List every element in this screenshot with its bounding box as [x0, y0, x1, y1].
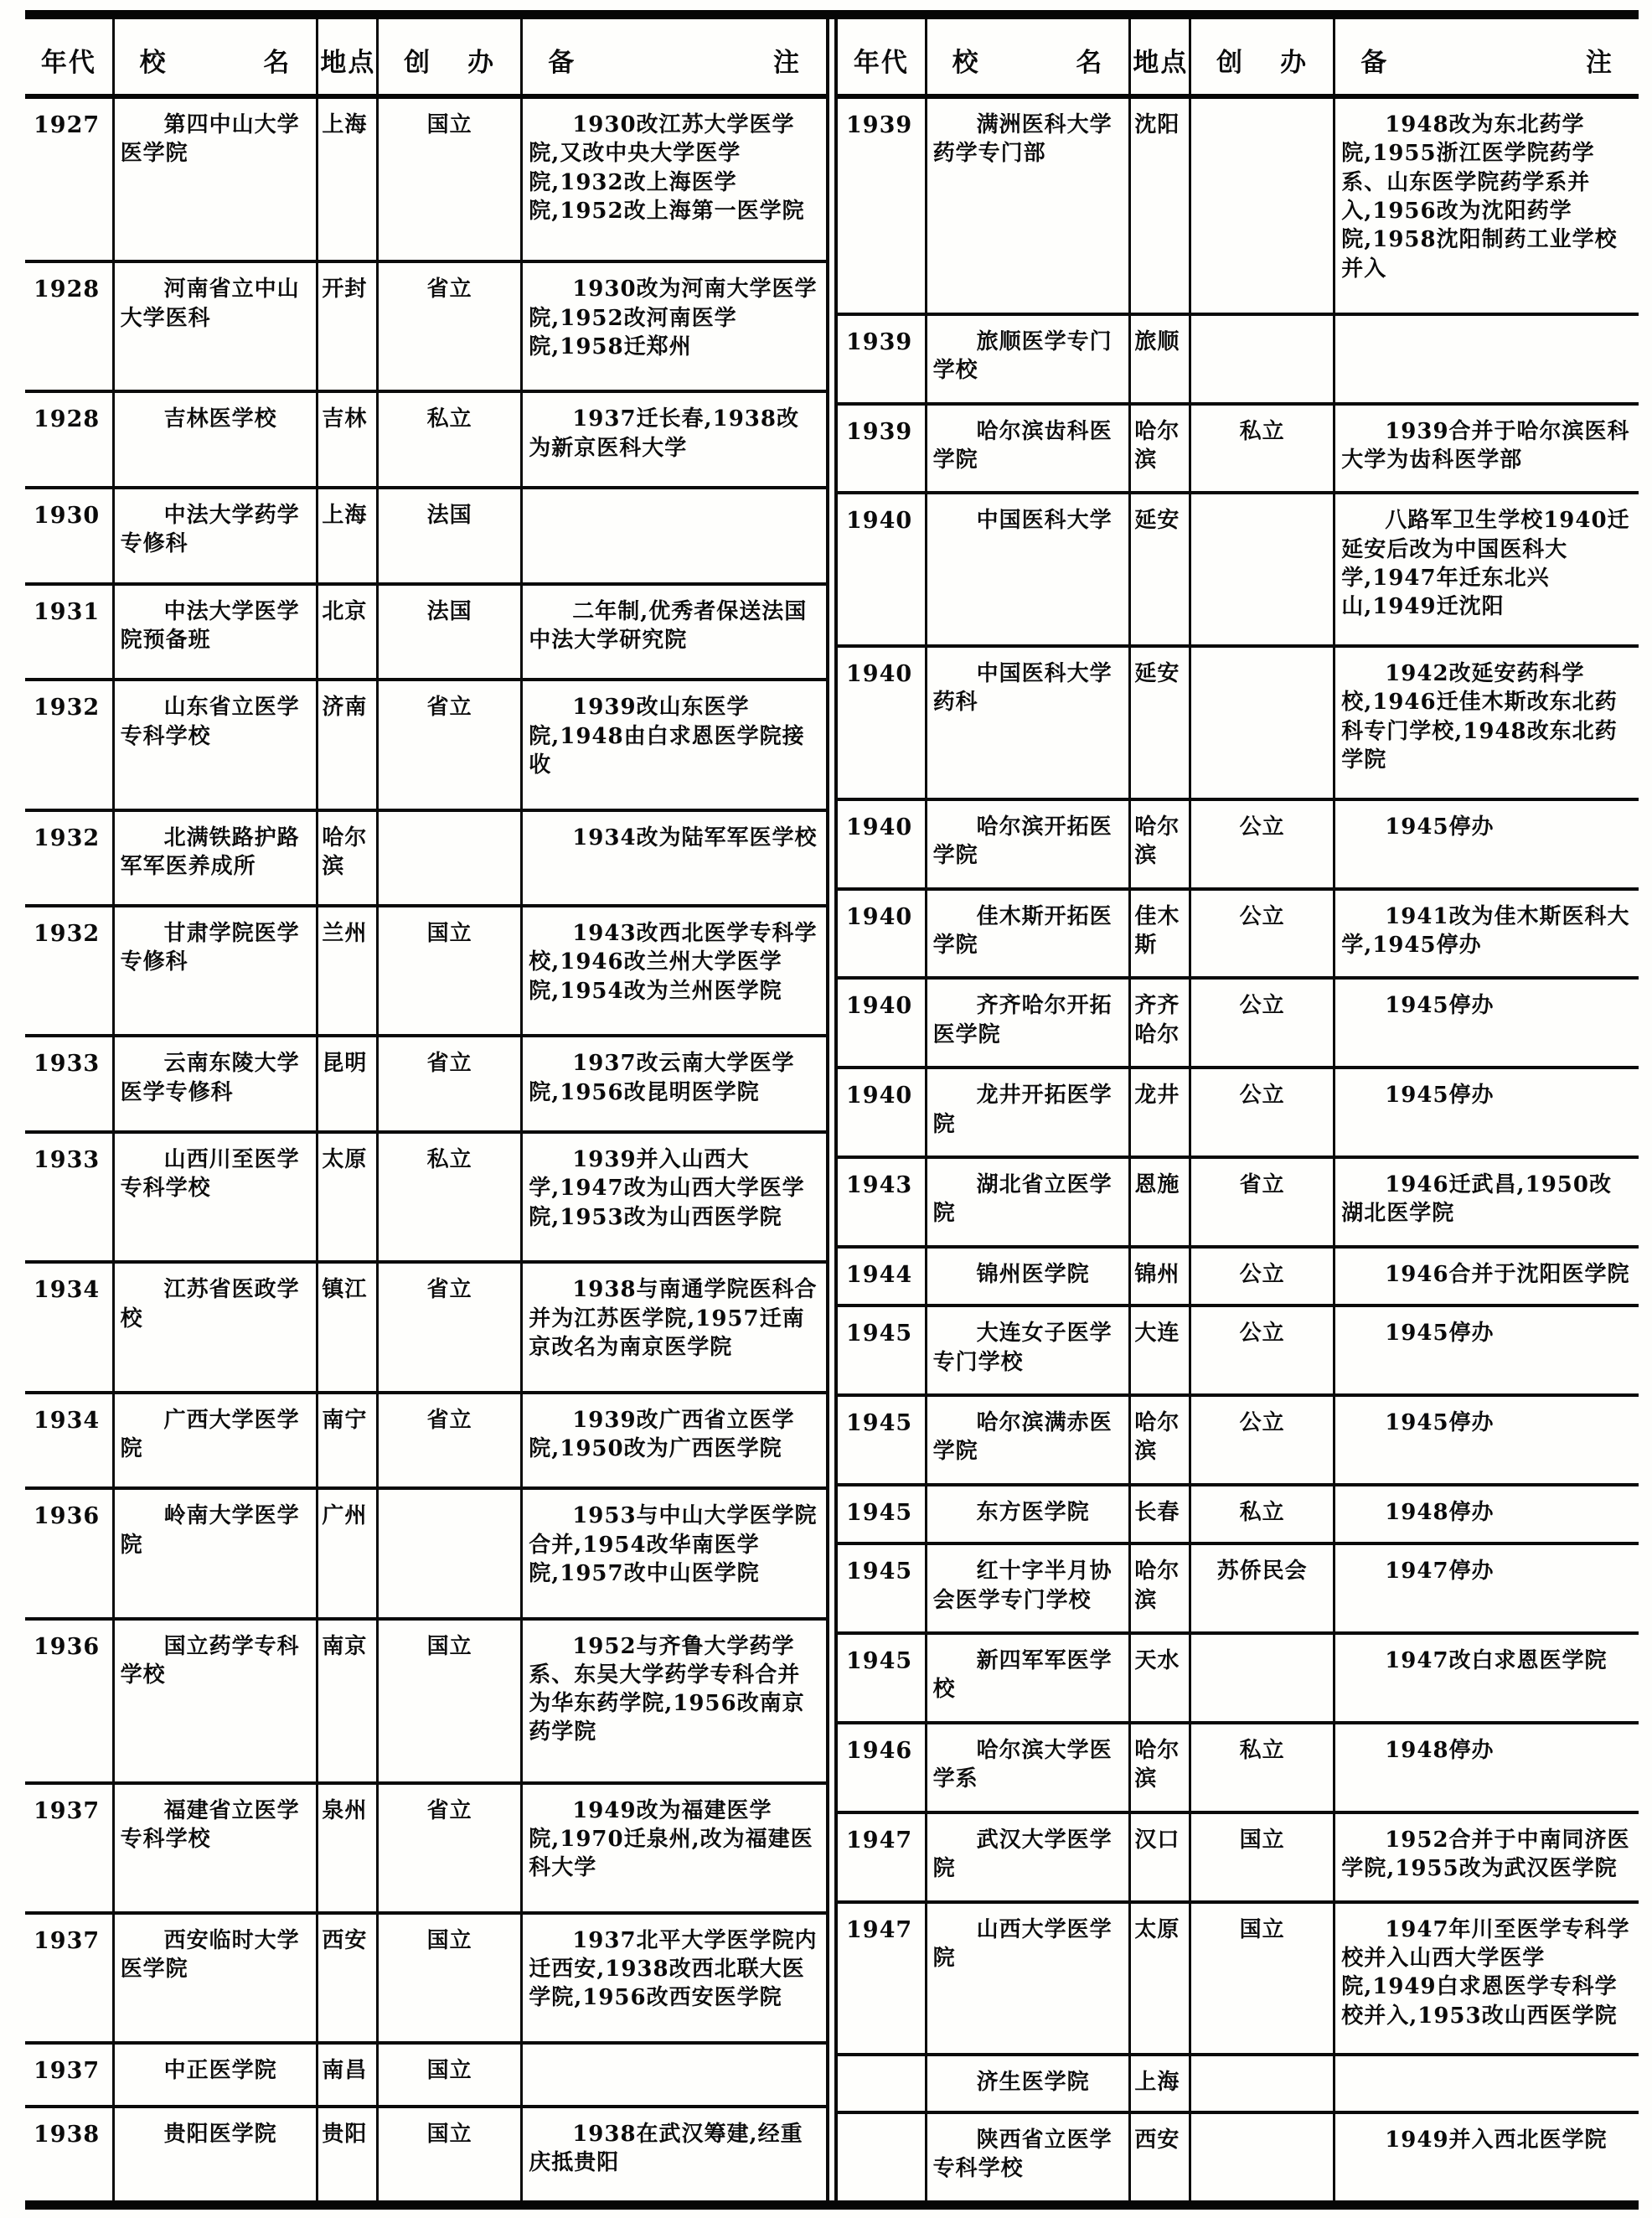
- cell-year: [838, 2055, 926, 2112]
- cell-name: 广西大学医学院: [113, 1393, 317, 1489]
- col-header-location: 地点: [317, 19, 378, 96]
- cell-year: 1945: [838, 1485, 926, 1543]
- col-header-note: 备注: [1335, 19, 1639, 96]
- table-row: [25, 96, 826, 261]
- cell-type: 公立: [1190, 1247, 1335, 1305]
- cell-year: 1928: [25, 261, 113, 391]
- cell-name: 大连女子医学专门学校: [926, 1305, 1130, 1395]
- cell-location: 汉口: [1130, 1812, 1190, 1902]
- cell-name: 哈尔滨齿科医学院: [926, 404, 1130, 494]
- col-header-name: 校名: [926, 19, 1130, 96]
- table-row: [838, 1812, 1639, 1902]
- cell-type: 公立: [1190, 799, 1335, 889]
- cell-location: 开封: [317, 261, 378, 391]
- cell-location: 上海: [317, 488, 378, 584]
- cell-type: [1190, 2055, 1335, 2112]
- cell-location: 上海: [1130, 2055, 1190, 2112]
- cell-type: 省立: [1190, 1157, 1335, 1247]
- cell-type: 私立: [1190, 404, 1335, 494]
- cell-name: 济生医学院: [926, 2055, 1130, 2112]
- cell-name: 贵阳医学院: [113, 2107, 317, 2200]
- cell-location: 沈阳: [1130, 96, 1190, 314]
- cell-year: 1939: [838, 96, 926, 314]
- cell-type: 公立: [1190, 1305, 1335, 1395]
- cell-type: 省立: [378, 1262, 522, 1392]
- cell-year: 1940: [838, 646, 926, 799]
- cell-year: 1946: [838, 1723, 926, 1812]
- cell-note: 1948停办: [1335, 1485, 1639, 1543]
- table-row: [25, 810, 826, 907]
- cell-name: 江苏省医政学校: [113, 1262, 317, 1392]
- table-row: [25, 1036, 826, 1132]
- cell-year: 1940: [838, 1068, 926, 1157]
- cell-year: 1945: [838, 1543, 926, 1633]
- cell-location: 西安: [317, 1913, 378, 2043]
- cell-year: 1932: [25, 810, 113, 907]
- header-row: [25, 19, 826, 96]
- table-row: [838, 1305, 1639, 1395]
- cell-name: 岭南大学医学院: [113, 1488, 317, 1618]
- table-row: [838, 1395, 1639, 1485]
- cell-note: [522, 2043, 826, 2106]
- cell-location: 哈尔滨: [1130, 1395, 1190, 1485]
- cell-location: 太原: [317, 1132, 378, 1262]
- table-row: [838, 1247, 1639, 1305]
- cell-year: 1934: [25, 1393, 113, 1489]
- cell-type: [378, 810, 522, 907]
- col-header-note: 备注: [522, 19, 826, 96]
- cell-year: 1930: [25, 488, 113, 584]
- cell-year: 1947: [838, 1812, 926, 1902]
- cell-note: 1939改山东医学院,1948由白求恩医学院接收: [522, 680, 826, 809]
- table-row: [25, 391, 826, 488]
- cell-location: 泉州: [317, 1783, 378, 1913]
- cell-type: 公立: [1190, 889, 1335, 979]
- cell-type: 省立: [378, 261, 522, 391]
- table-row: [25, 1262, 826, 1392]
- cell-name: 山西川至医学专科学校: [113, 1132, 317, 1262]
- cell-location: 南昌: [317, 2043, 378, 2106]
- table-row: [25, 680, 826, 809]
- cell-name: 云南东陵大学医学专修科: [113, 1036, 317, 1132]
- cell-year: 1939: [838, 314, 926, 404]
- cell-type: 私立: [1190, 1485, 1335, 1543]
- cell-name: 中法大学药学专修科: [113, 488, 317, 584]
- cell-note: 1937改云南大学医学院,1956改昆明医学院: [522, 1036, 826, 1132]
- table-row: [25, 1619, 826, 1783]
- cell-name: 西安临时大学医学院: [113, 1913, 317, 2043]
- cell-year: 1944: [838, 1247, 926, 1305]
- cell-note: 1934改为陆军军医学校: [522, 810, 826, 907]
- cell-type: 国立: [378, 2107, 522, 2200]
- cell-note: 1937迁长春,1938改为新京医科大学: [522, 391, 826, 488]
- cell-location: 南京: [317, 1619, 378, 1783]
- col-header-type: 创办: [1190, 19, 1335, 96]
- cell-name: 福建省立医学专科学校: [113, 1783, 317, 1913]
- cell-name: 武汉大学医学院: [926, 1812, 1130, 1902]
- cell-name: 陕西省立医学专科学校: [926, 2112, 1130, 2200]
- table-left-half: [25, 19, 829, 2200]
- cell-type: [378, 1488, 522, 1618]
- table-row: [25, 906, 826, 1036]
- col-header-location: 地点: [1130, 19, 1190, 96]
- cell-location: 旅顺: [1130, 314, 1190, 404]
- cell-note: 1945停办: [1335, 1068, 1639, 1157]
- cell-name: 湖北省立医学院: [926, 1157, 1130, 1247]
- cell-year: 1943: [838, 1157, 926, 1247]
- cell-type: 国立: [378, 2043, 522, 2106]
- cell-location: 吉林: [317, 391, 378, 488]
- cell-location: 南宁: [317, 1393, 378, 1489]
- cell-note: 1946迁武昌,1950改湖北医学院: [1335, 1157, 1639, 1247]
- cell-name: 吉林医学校: [113, 391, 317, 488]
- cell-type: 法国: [378, 488, 522, 584]
- cell-note: 1939改广西省立医学院,1950改为广西医学院: [522, 1393, 826, 1489]
- cell-name: 甘肃学院医学专修科: [113, 906, 317, 1036]
- cell-note: 1939合并于哈尔滨医科大学为齿科医学部: [1335, 404, 1639, 494]
- left-table: [25, 19, 826, 2200]
- table-row: [838, 314, 1639, 404]
- cell-year: 1937: [25, 2043, 113, 2106]
- cell-name: 中法大学医学院预备班: [113, 584, 317, 680]
- cell-name: 北满铁路护路军军医养成所: [113, 810, 317, 907]
- table-row: [25, 261, 826, 391]
- cell-year: 1933: [25, 1132, 113, 1262]
- cell-type: 法国: [378, 584, 522, 680]
- cell-type: [1190, 493, 1335, 646]
- cell-note: 1947改白求恩医学院: [1335, 1633, 1639, 1723]
- cell-note: 1945停办: [1335, 799, 1639, 889]
- table-row: [25, 1783, 826, 1913]
- cell-name: 河南省立中山大学医科: [113, 261, 317, 391]
- table-row: [838, 2055, 1639, 2112]
- cell-type: 私立: [378, 1132, 522, 1262]
- table-row: [838, 1902, 1639, 2055]
- cell-year: 1945: [838, 1305, 926, 1395]
- cell-location: 兰州: [317, 906, 378, 1036]
- cell-year: 1940: [838, 978, 926, 1068]
- table-row: [25, 2107, 826, 2200]
- cell-location: 佳木斯: [1130, 889, 1190, 979]
- cell-year: 1940: [838, 493, 926, 646]
- cell-location: 镇江: [317, 1262, 378, 1392]
- cell-name: 满洲医科大学药学专门部: [926, 96, 1130, 314]
- col-header-name: 校名: [113, 19, 317, 96]
- cell-year: 1928: [25, 391, 113, 488]
- cell-note: 1930改江苏大学医学院,又改中央大学医学院,1932改上海医学院,1952改上海第一医学院: [522, 96, 826, 261]
- cell-year: 1937: [25, 1913, 113, 2043]
- cell-note: 1945停办: [1335, 1305, 1639, 1395]
- cell-year: 1936: [25, 1488, 113, 1618]
- col-header-year: 年代: [25, 19, 113, 96]
- table-row: [838, 1723, 1639, 1812]
- cell-location: 恩施: [1130, 1157, 1190, 1247]
- cell-type: 国立: [378, 906, 522, 1036]
- cell-name: 佳木斯开拓医学院: [926, 889, 1130, 979]
- table-row: [25, 1132, 826, 1262]
- cell-year: 1940: [838, 799, 926, 889]
- cell-year: [838, 2112, 926, 2200]
- cell-year: 1945: [838, 1633, 926, 1723]
- cell-location: 延安: [1130, 493, 1190, 646]
- cell-type: 私立: [1190, 1723, 1335, 1812]
- table-right-half: [834, 19, 1639, 2200]
- cell-year: 1932: [25, 906, 113, 1036]
- cell-type: 公立: [1190, 978, 1335, 1068]
- cell-name: 东方医学院: [926, 1485, 1130, 1543]
- cell-year: 1934: [25, 1262, 113, 1392]
- cell-name: 第四中山大学医学院: [113, 96, 317, 261]
- cell-location: 哈尔滨: [1130, 799, 1190, 889]
- table-row: [838, 799, 1639, 889]
- cell-name: 中国医科大学药科: [926, 646, 1130, 799]
- table-row: [838, 493, 1639, 646]
- cell-name: 红十字半月协会医学专门学校: [926, 1543, 1130, 1633]
- cell-type: 省立: [378, 1036, 522, 1132]
- cell-type: 公立: [1190, 1395, 1335, 1485]
- cell-type: [1190, 1633, 1335, 1723]
- cell-type: [1190, 96, 1335, 314]
- cell-location: 长春: [1130, 1485, 1190, 1543]
- cell-location: 上海: [317, 96, 378, 261]
- cell-location: 济南: [317, 680, 378, 809]
- cell-year: 1937: [25, 1783, 113, 1913]
- cell-location: 天水: [1130, 1633, 1190, 1723]
- cell-name: 国立药学专科学校: [113, 1619, 317, 1783]
- table-row: [25, 488, 826, 584]
- cell-type: 苏侨民会: [1190, 1543, 1335, 1633]
- cell-name: 旅顺医学专门学校: [926, 314, 1130, 404]
- cell-type: 国立: [378, 96, 522, 261]
- cell-note: 二年制,优秀者保送法国中法大学研究院: [522, 584, 826, 680]
- cell-location: 哈尔滨: [1130, 1723, 1190, 1812]
- cell-location: 北京: [317, 584, 378, 680]
- cell-name: 山西大学医学院: [926, 1902, 1130, 2055]
- cell-type: 省立: [378, 1393, 522, 1489]
- cell-year: 1939: [838, 404, 926, 494]
- cell-year: 1947: [838, 1902, 926, 2055]
- table-row: [838, 2112, 1639, 2200]
- medical-schools-table: [25, 10, 1639, 2210]
- cell-location: 广州: [317, 1488, 378, 1618]
- cell-type: 国立: [1190, 1902, 1335, 2055]
- cell-note: 1937北平大学医学院内迁西安,1938改西北联大医学院,1956改西安医学院: [522, 1913, 826, 2043]
- cell-note: 1941改为佳木斯医科大学,1945停办: [1335, 889, 1639, 979]
- table-row: [838, 1543, 1639, 1633]
- cell-type: [1190, 314, 1335, 404]
- cell-note: 1945停办: [1335, 1395, 1639, 1485]
- cell-location: 龙井: [1130, 1068, 1190, 1157]
- table-row: [25, 1913, 826, 2043]
- cell-note: [522, 488, 826, 584]
- cell-location: 延安: [1130, 646, 1190, 799]
- cell-name: 山东省立医学专科学校: [113, 680, 317, 809]
- cell-type: 省立: [378, 680, 522, 809]
- cell-location: 大连: [1130, 1305, 1190, 1395]
- cell-type: [1190, 646, 1335, 799]
- cell-location: 昆明: [317, 1036, 378, 1132]
- cell-type: 国立: [378, 1913, 522, 2043]
- col-header-year: 年代: [838, 19, 926, 96]
- table-row: [838, 1485, 1639, 1543]
- cell-note: 1946合并于沈阳医学院: [1335, 1247, 1639, 1305]
- cell-note: 1949改为福建医学院,1970迁泉州,改为福建医科大学: [522, 1783, 826, 1913]
- cell-name: 锦州医学院: [926, 1247, 1130, 1305]
- cell-note: 1947年川至医学专科学校并入山西大学医学院,1949白求恩医学专科学校并入,1953改山西医学院: [1335, 1902, 1639, 2055]
- table-row: [838, 96, 1639, 314]
- table-row: [25, 584, 826, 680]
- cell-name: 齐齐哈尔开拓医学院: [926, 978, 1130, 1068]
- cell-location: 哈尔滨: [1130, 404, 1190, 494]
- table-row: [838, 1157, 1639, 1247]
- cell-location: 西安: [1130, 2112, 1190, 2200]
- table-row: [838, 1068, 1639, 1157]
- cell-note: 1952合并于中南同济医学院,1955改为武汉医学院: [1335, 1812, 1639, 1902]
- cell-name: 中正医学院: [113, 2043, 317, 2106]
- cell-note: 1939并入山西大学,1947改为山西大学医学院,1953改为山西医学院: [522, 1132, 826, 1262]
- cell-name: 哈尔滨大学医学系: [926, 1723, 1130, 1812]
- table-row: [838, 1633, 1639, 1723]
- cell-name: 龙井开拓医学院: [926, 1068, 1130, 1157]
- cell-note: 1949并入西北医学院: [1335, 2112, 1639, 2200]
- cell-type: 公立: [1190, 1068, 1335, 1157]
- right-table: [838, 19, 1639, 2200]
- cell-note: 1948停办: [1335, 1723, 1639, 1812]
- cell-name: 哈尔滨开拓医学院: [926, 799, 1130, 889]
- cell-note: 1948改为东北药学院,1955浙江医学院药学系、山东医学院药学系并入,1956改为沈阳药学院,1958沈阳制药工业学校并入: [1335, 96, 1639, 314]
- cell-year: 1945: [838, 1395, 926, 1485]
- cell-type: [1190, 2112, 1335, 2200]
- cell-location: 锦州: [1130, 1247, 1190, 1305]
- cell-year: 1933: [25, 1036, 113, 1132]
- cell-name: 哈尔滨满赤医学院: [926, 1395, 1130, 1485]
- cell-note: 1945停办: [1335, 978, 1639, 1068]
- cell-note: 1947停办: [1335, 1543, 1639, 1633]
- table-row: [838, 889, 1639, 979]
- table-row: [838, 978, 1639, 1068]
- cell-type: 国立: [378, 1619, 522, 1783]
- cell-location: 哈尔滨: [1130, 1543, 1190, 1633]
- cell-year: 1927: [25, 96, 113, 261]
- cell-year: 1932: [25, 680, 113, 809]
- cell-note: [1335, 314, 1639, 404]
- col-header-type: 创办: [378, 19, 522, 96]
- cell-location: 哈尔滨: [317, 810, 378, 907]
- cell-year: 1940: [838, 889, 926, 979]
- cell-year: 1931: [25, 584, 113, 680]
- cell-type: 私立: [378, 391, 522, 488]
- cell-location: 贵阳: [317, 2107, 378, 2200]
- cell-location: 太原: [1130, 1902, 1190, 2055]
- table-row: [25, 1393, 826, 1489]
- table-row: [25, 1488, 826, 1618]
- cell-year: 1936: [25, 1619, 113, 1783]
- cell-note: 1952与齐鲁大学药学系、东吴大学药学专科合并为华东药学院,1956改南京药学院: [522, 1619, 826, 1783]
- cell-note: 1942改延安药科学校,1946迁佳木斯改东北药科专门学校,1948改东北药学院: [1335, 646, 1639, 799]
- cell-type: 国立: [1190, 1812, 1335, 1902]
- table-row: [838, 404, 1639, 494]
- cell-note: [1335, 2055, 1639, 2112]
- cell-note: 八路军卫生学校1940迁延安后改为中国医科大学,1947年迁东北兴山,1949迁沈阳: [1335, 493, 1639, 646]
- header-row: [838, 19, 1639, 96]
- cell-name: 中国医科大学: [926, 493, 1130, 646]
- cell-note: 1938与南通学院医科合并为江苏医学院,1957迁南京改名为南京医学院: [522, 1262, 826, 1392]
- cell-note: 1938在武汉筹建,经重庆抵贵阳: [522, 2107, 826, 2200]
- cell-note: 1953与中山大学医学院合并,1954改华南医学院,1957改中山医学院: [522, 1488, 826, 1618]
- table-row: [838, 646, 1639, 799]
- cell-note: 1930改为河南大学医学院,1952改河南医学院,1958迁郑州: [522, 261, 826, 391]
- table-row: [25, 2043, 826, 2106]
- cell-location: 齐齐哈尔: [1130, 978, 1190, 1068]
- cell-year: 1938: [25, 2107, 113, 2200]
- cell-type: 省立: [378, 1783, 522, 1913]
- cell-note: 1943改西北医学专科学校,1946改兰州大学医学院,1954改为兰州医学院: [522, 906, 826, 1036]
- cell-name: 新四军军医学校: [926, 1633, 1130, 1723]
